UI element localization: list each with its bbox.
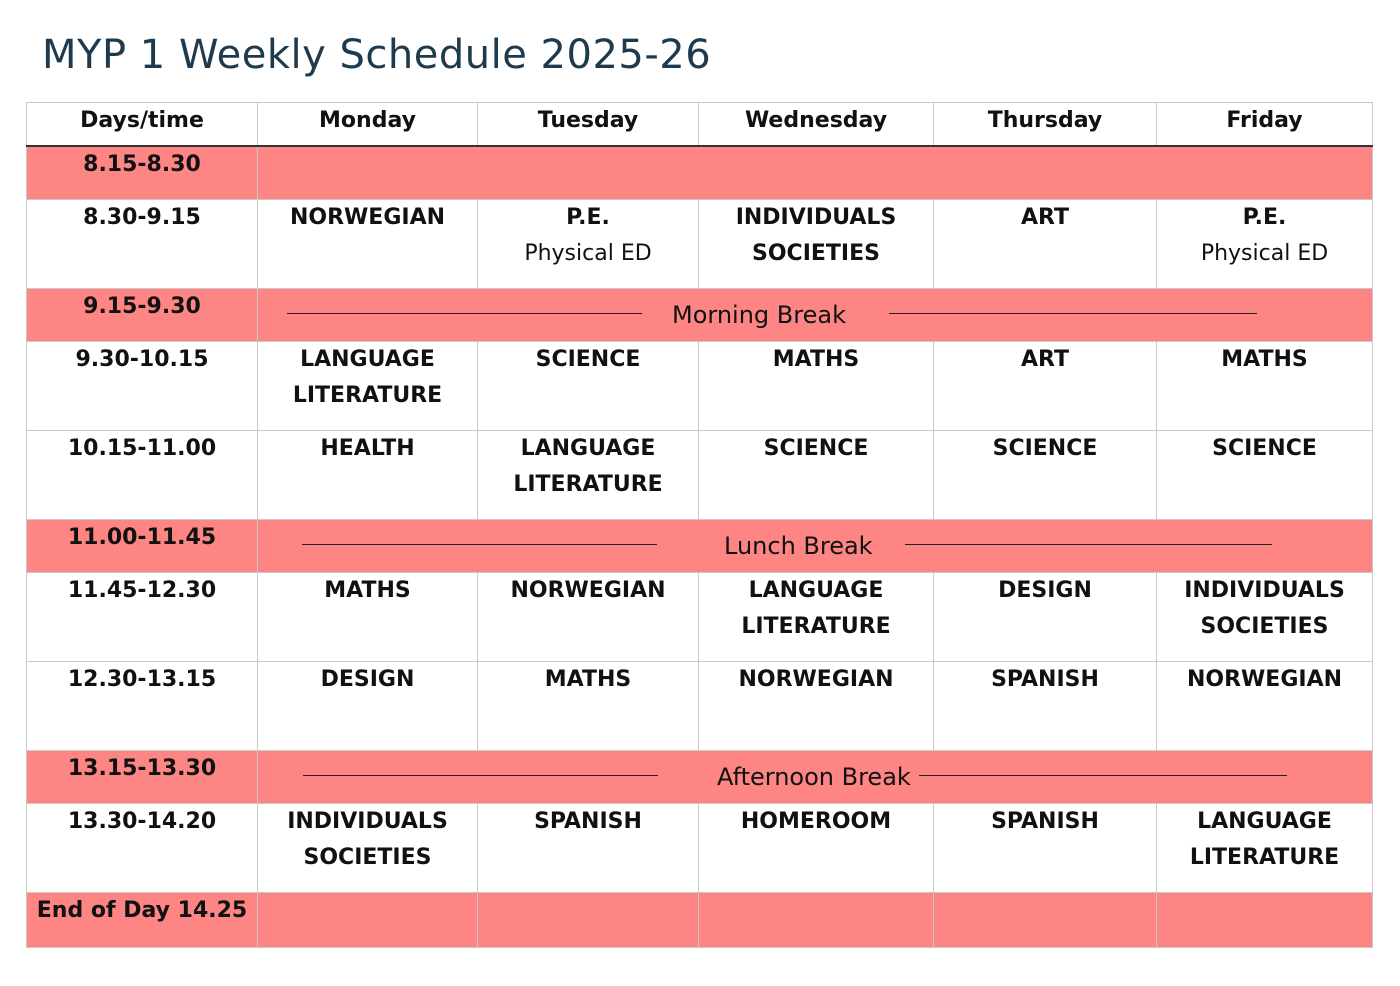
subject-name: HEALTH [320, 436, 415, 461]
time-cell: 10.15-11.00 [27, 431, 258, 520]
subject-name: SCIENCE [1212, 436, 1317, 461]
break-line-left [303, 775, 658, 776]
break-row [27, 146, 1373, 200]
end-cell-friday [1157, 893, 1373, 948]
break-span-cell [258, 520, 1373, 573]
subject-name: NORWEGIAN [289, 205, 446, 230]
subject-name: NORWEGIAN [738, 667, 894, 692]
subject-name-line2: LITERATURE [513, 472, 663, 497]
break-line-left [287, 313, 642, 314]
class-cell-tuesday [478, 431, 699, 520]
subject-name-line2: LITERATURE [1189, 845, 1340, 870]
break-bar [258, 289, 1372, 341]
class-cell-thursday [934, 804, 1157, 893]
class-cell-friday [1157, 573, 1373, 662]
class-cell-monday [258, 804, 478, 893]
subject-name: MATHS [544, 667, 632, 692]
subject-name: SPANISH [991, 809, 1099, 834]
subject-name: LANGUAGE [520, 436, 656, 461]
break-line-left [302, 544, 657, 545]
subject-subtitle: Physical ED [1200, 241, 1329, 266]
class-cell-friday [1157, 431, 1373, 520]
header-monday: Monday [258, 103, 478, 147]
subject-name: DESIGN [320, 667, 415, 692]
class-row [27, 804, 1373, 893]
break-span-cell [258, 289, 1373, 342]
subject-name: ART [1021, 205, 1069, 230]
class-cell-thursday [934, 662, 1157, 751]
class-cell-tuesday [478, 342, 699, 431]
class-cell-monday [258, 573, 478, 662]
subject-name-line2: SOCIETIES [303, 845, 432, 870]
class-cell-thursday [934, 200, 1157, 289]
schedule-table [26, 102, 1373, 948]
time-cell: 13.30-14.20 [27, 804, 258, 893]
subject-name: HOMEROOM [740, 809, 892, 834]
class-cell-wednesday [699, 431, 934, 520]
break-label: Lunch Break [724, 532, 873, 560]
class-cell-tuesday [478, 573, 699, 662]
subject-name: LANGUAGE [300, 347, 435, 372]
class-cell-thursday [934, 431, 1157, 520]
subject-name: DESIGN [998, 578, 1092, 603]
header-wednesday: Wednesday [699, 103, 934, 147]
subject-name: P.E. [566, 205, 610, 230]
subject-name: SCIENCE [992, 436, 1098, 461]
class-cell-wednesday [699, 804, 934, 893]
subject-name: SCIENCE [763, 436, 869, 461]
header-tuesday: Tuesday [478, 103, 699, 147]
break-span-cell [258, 146, 1373, 200]
subject-name-line2: SOCIETIES [1200, 614, 1329, 639]
time-cell: 13.15-13.30 [27, 751, 258, 804]
class-cell-friday [1157, 200, 1373, 289]
class-cell-wednesday [699, 200, 934, 289]
class-row [27, 431, 1373, 520]
time-cell: 11.45-12.30 [27, 573, 258, 662]
subject-name: LANGUAGE [748, 578, 884, 603]
subject-name: MATHS [1221, 347, 1308, 372]
header-thursday: Thursday [934, 103, 1157, 147]
time-cell: 8.30-9.15 [27, 200, 258, 289]
subject-name: MATHS [772, 347, 860, 372]
class-cell-wednesday [699, 662, 934, 751]
break-label: Morning Break [672, 301, 846, 329]
time-cell: 11.00-11.45 [27, 520, 258, 573]
class-cell-tuesday [478, 662, 699, 751]
time-cell: 12.30-13.15 [27, 662, 258, 751]
class-row [27, 342, 1373, 431]
break-line-right [905, 544, 1272, 545]
break-row [27, 289, 1373, 342]
class-cell-monday [258, 662, 478, 751]
break-span-cell [258, 751, 1373, 804]
header-row [27, 103, 1373, 147]
subject-name: SCIENCE [535, 347, 641, 372]
class-row [27, 200, 1373, 289]
class-cell-wednesday [699, 342, 934, 431]
class-cell-friday [1157, 662, 1373, 751]
subject-name: ART [1021, 347, 1069, 372]
class-cell-tuesday [478, 804, 699, 893]
time-cell: 9.30-10.15 [27, 342, 258, 431]
end-cell-tuesday [478, 893, 699, 948]
class-cell-friday [1157, 342, 1373, 431]
end-cell-monday [258, 893, 478, 948]
subject-name: P.E. [1242, 205, 1287, 230]
class-cell-tuesday [478, 200, 699, 289]
break-row [27, 520, 1373, 573]
subject-subtitle: Physical ED [524, 241, 652, 266]
subject-name: NORWEGIAN [510, 578, 666, 603]
subject-name: INDIVIDUALS [735, 205, 897, 230]
break-label: Afternoon Break [717, 763, 911, 791]
class-cell-friday [1157, 804, 1373, 893]
class-cell-thursday [934, 342, 1157, 431]
subject-name: INDIVIDUALS [1184, 578, 1345, 603]
time-cell: 9.15-9.30 [27, 289, 258, 342]
subject-name-line2: SOCIETIES [752, 241, 880, 266]
break-line-right [919, 775, 1287, 776]
class-cell-monday [258, 200, 478, 289]
time-cell: End of Day 14.25 [27, 893, 258, 948]
page-title: MYP 1 Weekly Schedule 2025-26 [42, 32, 712, 78]
class-cell-wednesday [699, 573, 934, 662]
header-days-time: Days/time [27, 103, 258, 147]
subject-name: SPANISH [991, 667, 1099, 692]
subject-name-line2: LITERATURE [292, 383, 443, 408]
class-cell-thursday [934, 573, 1157, 662]
break-bar [258, 520, 1372, 572]
subject-name: NORWEGIAN [1186, 667, 1343, 692]
break-bar [258, 751, 1372, 803]
class-row [27, 662, 1373, 751]
subject-name: MATHS [324, 578, 411, 603]
end-cell-thursday [934, 893, 1157, 948]
subject-name: INDIVIDUALS [287, 809, 448, 834]
subject-name: LANGUAGE [1197, 809, 1332, 834]
end-of-day-row [27, 893, 1373, 948]
break-row [27, 751, 1373, 804]
class-row [27, 573, 1373, 662]
subject-name-line2: LITERATURE [741, 614, 891, 639]
time-cell: 8.15-8.30 [27, 146, 258, 200]
class-cell-monday [258, 342, 478, 431]
end-cell-wednesday [699, 893, 934, 948]
subject-name: SPANISH [534, 809, 642, 834]
class-cell-monday [258, 431, 478, 520]
header-friday: Friday [1157, 103, 1373, 147]
break-line-right [889, 313, 1257, 314]
